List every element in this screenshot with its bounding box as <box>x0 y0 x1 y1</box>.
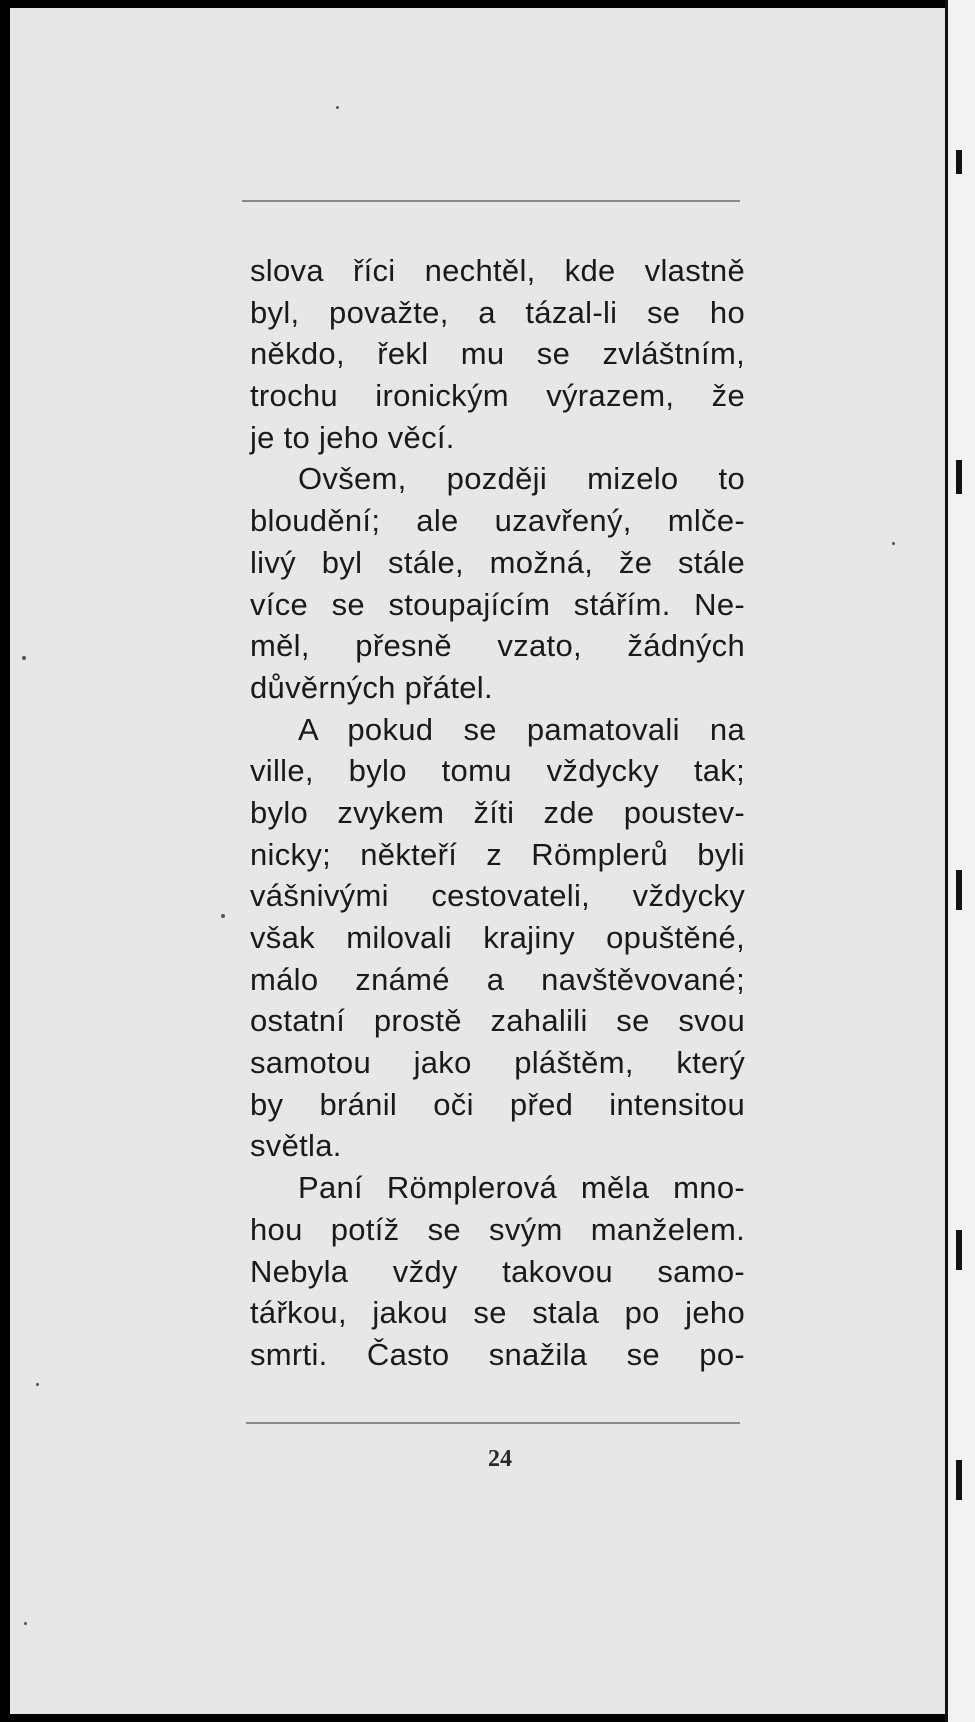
speck <box>221 914 225 918</box>
book-page <box>10 8 945 1714</box>
text-line: Ovšem, později mizelo to <box>298 461 745 497</box>
text-line: bylo zvykem žíti zde poustev- <box>250 794 745 830</box>
edge-mark <box>956 150 962 174</box>
text-line: hou potíž se svým manželem. <box>250 1211 745 1247</box>
speck <box>36 1383 39 1386</box>
text-line: měl, přesně vzato, žádných <box>250 628 745 664</box>
speck <box>336 106 339 109</box>
text-line: byl, považte, a tázal-li se ho <box>250 294 745 330</box>
top-rule <box>242 200 740 202</box>
text-line: Paní Römplerová měla mno- <box>298 1170 745 1206</box>
text-line: Nebyla vždy takovou samo- <box>250 1253 745 1289</box>
text-line: nicky; někteří z Römplerů byli <box>250 836 745 872</box>
text-line: livý byl stále, možná, že stále <box>250 544 745 580</box>
text-line: samotou jako pláštěm, který <box>250 1045 745 1081</box>
text-line: by bránil oči před intensitou <box>250 1086 745 1122</box>
edge-mark <box>956 1460 962 1500</box>
body-text <box>250 250 745 1376</box>
speck <box>24 1622 27 1625</box>
page-edge <box>945 0 975 1722</box>
page-number: 24 <box>488 1446 512 1472</box>
text-line: slova říci nechtěl, kde vlastně <box>250 253 745 288</box>
text-line: ostatní prostě zahalili se svou <box>250 1003 745 1039</box>
text-line: někdo, řekl mu se zvláštním, <box>250 336 745 372</box>
text-line: světla. <box>250 1128 342 1164</box>
text-line: však milovali krajiny opuštěné, <box>250 920 745 955</box>
edge-mark <box>956 1230 962 1270</box>
speck <box>892 542 895 545</box>
text-line: trochu ironickým výrazem, že <box>250 378 745 414</box>
text-line: vášnivými cestovateli, vždycky <box>250 878 745 914</box>
text-line: ville, bylo tomu vždycky tak; <box>250 753 745 789</box>
text-line: smrti. Často snažila se po- <box>250 1336 745 1372</box>
text-line: důvěrných přátel. <box>250 669 493 705</box>
text-line: více se stoupajícím stářím. Ne- <box>250 586 745 622</box>
bottom-rule <box>246 1422 740 1424</box>
speck <box>22 656 26 660</box>
text-line: bloudění; ale uzavřený, mlče- <box>250 503 745 539</box>
edge-mark <box>956 460 962 494</box>
edge-mark <box>956 870 962 910</box>
text-line: je to jeho věcí. <box>250 419 455 455</box>
text-line: málo známé a navštěvované; <box>250 961 745 997</box>
text-line: tářkou, jakou se stala po jeho <box>250 1295 745 1331</box>
text-line: A pokud se pamatovali na <box>298 711 745 747</box>
